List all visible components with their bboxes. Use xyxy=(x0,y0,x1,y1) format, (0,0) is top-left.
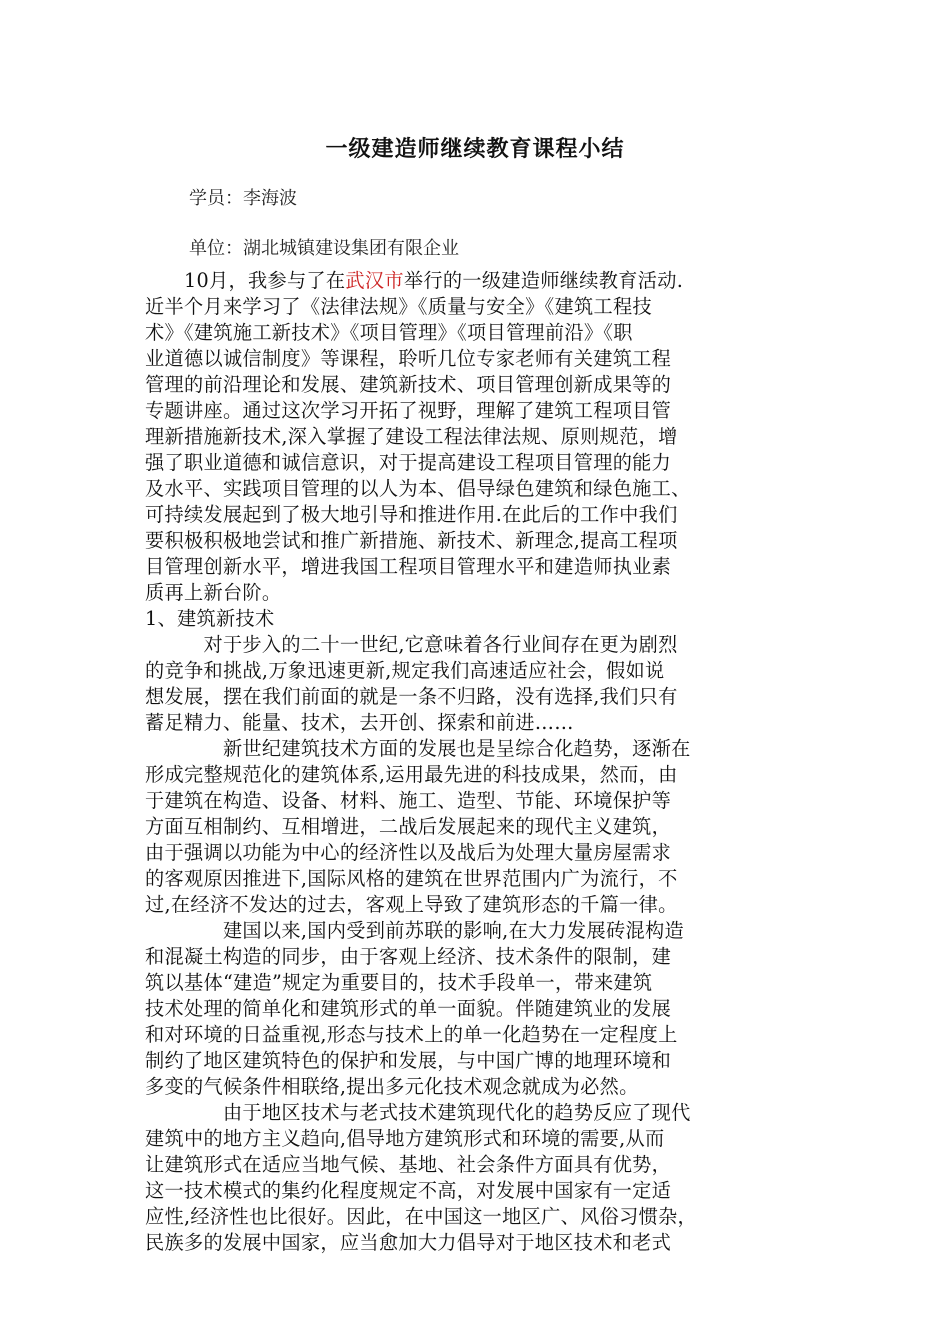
unit-line: 单位：湖北城镇建设集团有限企业 xyxy=(189,238,459,259)
text-line: 这一技术模式的集约化程度规定不高，对发展中国家有一定适 xyxy=(145,1179,672,1202)
intro-lead-text: 10月，我参与了在 xyxy=(145,269,346,292)
text-line: 想发展，摆在我们前面的就是一条不归路，没有选择,我们只有 xyxy=(145,685,678,708)
text-line: 由于地区技术与老式技术建筑现代化的趋势反应了现代 xyxy=(145,1101,691,1124)
text-line: 可持续发展起到了极大地引导和推进作用.在此后的工作中我们 xyxy=(145,503,678,526)
text-line: 业道德以诚信制度》等课程，聆听几位专家老师有关建筑工程 xyxy=(145,347,672,370)
intro-trail-text: 举行的一级建造师继续教育活动. xyxy=(403,269,684,292)
text-line: 应性,经济性也比很好。因此，在中国这一地区广、风俗习惯杂， xyxy=(145,1205,698,1228)
text-line: 要积极积极地尝试和推广新措施、新技术、新理念,提高工程项 xyxy=(145,529,678,552)
text-line: 理新措施新技术,深入掌握了建设工程法律法规、原则规范，增 xyxy=(145,425,678,448)
text-line: 新世纪建筑技术方面的发展也是呈综合化趋势，逐渐在 xyxy=(145,737,691,760)
text-line: 民族多的发展中国家，应当愈加大力倡导对于地区技术和老式 xyxy=(145,1231,672,1254)
text-line: 目管理创新水平，增进我国工程项目管理水平和建造师执业素 xyxy=(145,555,672,578)
text-line: 的客观原因推进下,国际风格的建筑在世界范围内广为流行，不 xyxy=(145,867,678,890)
paragraph xyxy=(145,1100,827,1256)
paragraph xyxy=(145,736,827,918)
text-line: 和混凝土构造的同步，由于客观上经济、技术条件的限制，建 xyxy=(145,945,672,968)
text-line: 专题讲座。通过这次学习开拓了视野，理解了建筑工程项目管 xyxy=(145,399,672,422)
text-line: 多变的气候条件相联络,提出多元化技术观念就成为必然。 xyxy=(145,1075,639,1098)
text-line: 管理的前沿理论和发展、建筑新技术、项目管理创新成果等的 xyxy=(145,373,672,396)
text-line: 于建筑在构造、设备、材料、施工、造型、节能、环境保护等 xyxy=(145,789,672,812)
intro-paragraph xyxy=(145,294,827,606)
text-line: 的竞争和挑战,万象迅速更新,规定我们高速适应社会，假如说 xyxy=(145,659,665,682)
text-line: 和对环境的日益重视,形态与技术上的单一化趋势在一定程度上 xyxy=(145,1023,678,1046)
text-line: 术》《建筑施工新技术》《项目管理》《项目管理前沿》《职 xyxy=(145,321,633,344)
text-line: 形成完整规范化的建筑体系,运用最先进的科技成果，然而，由 xyxy=(145,763,678,786)
document-title: 一级建造师继续教育课程小结 xyxy=(325,136,625,162)
text-line: 过,在经济不发达的过去，客观上导致了建筑形态的千篇一律。 xyxy=(145,893,678,916)
student-line: 学员：李海波 xyxy=(189,188,297,209)
paragraph xyxy=(145,918,827,1100)
text-line: 对于步入的二十一世纪,它意味着各行业间存在更为剧烈 xyxy=(145,633,678,656)
city-highlight: 武汉市 xyxy=(345,269,404,292)
text-line: 由于强调以功能为中心的经济性以及战后为处理大量房屋需求 xyxy=(145,841,672,864)
text-line: 筑以基体“建造”规定为重要目的，技术手段单一，带来建筑 xyxy=(145,971,653,994)
text-line: 强了职业道德和诚信意识，对于提高建设工程项目管理的能力 xyxy=(145,451,672,474)
text-line: 让建筑形式在适应当地气候、基地、社会条件方面具有优势， xyxy=(145,1153,672,1176)
paragraph xyxy=(145,632,827,736)
section-paragraphs xyxy=(145,632,827,1256)
text-line: 质再上新台阶。 xyxy=(145,581,282,604)
intro-first-line xyxy=(145,268,827,294)
text-line: 近半个月来学习了《法律法规》《质量与安全》《建筑工程技 xyxy=(145,295,652,318)
text-line: 建筑中的地方主义趋向,倡导地方建筑形式和环境的需要,从而 xyxy=(145,1127,665,1150)
text-line: 方面互相制约、互相增进，二战后发展起来的现代主义建筑， xyxy=(145,815,672,838)
document-body xyxy=(145,268,827,1256)
text-line: 技术处理的简单化和建筑形式的单一面貌。伴随建筑业的发展 xyxy=(145,997,672,1020)
section-heading: 1、建筑新技术 xyxy=(145,607,275,630)
text-line: 制约了地区建筑特色的保护和发展，与中国广博的地理环境和 xyxy=(145,1049,672,1072)
text-line: 建国以来,国内受到前苏联的影响,在大力发展砖混构造 xyxy=(145,919,684,942)
text-line: 蓄足精力、能量、技术，去开创、探索和前进…… xyxy=(145,711,574,734)
text-line: 及水平、实践项目管理的以人为本、倡导绿色建筑和绿色施工、 xyxy=(145,477,691,500)
